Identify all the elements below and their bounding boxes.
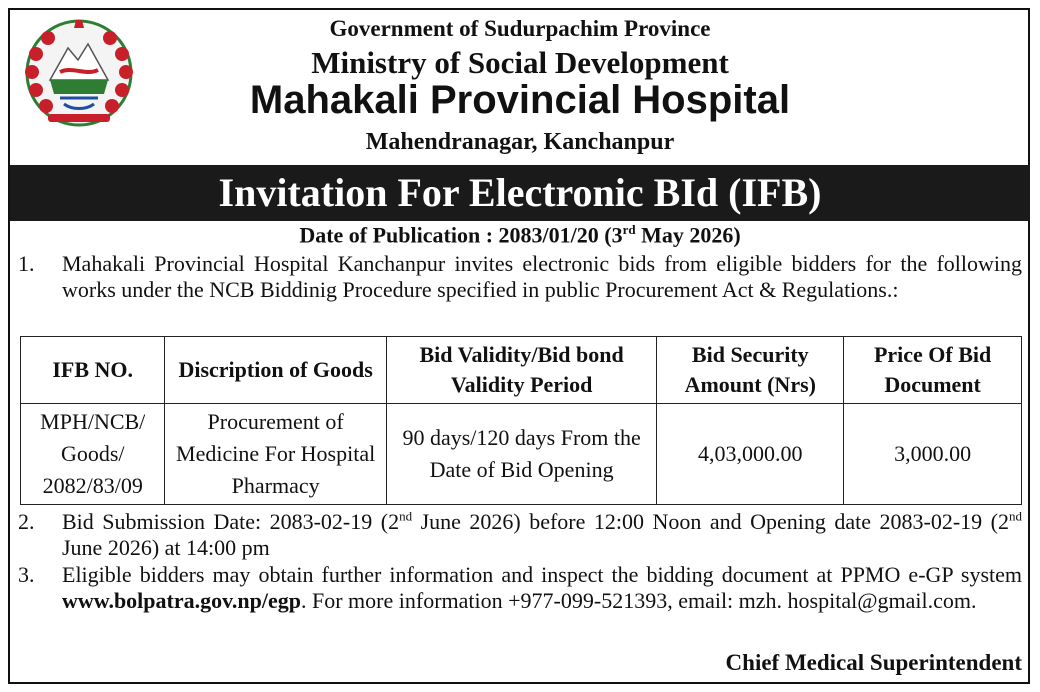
table-cell: Procurement of Medicine For Hospital Pharmacy: [165, 404, 386, 505]
clause-2: [18, 509, 1022, 561]
ifb-banner: Invitation For Electronic BId (IFB): [10, 165, 1030, 221]
clause-1: [18, 251, 1022, 303]
col-header: Bid Validity/Bid bond Validity Period: [386, 337, 657, 404]
table-header-row: [21, 337, 1022, 404]
clause-number: 1.: [18, 251, 35, 276]
signature-title: Chief Medical Superintendent: [725, 650, 1022, 675]
hospital-title: Mahakali Provincial Hospital: [249, 78, 791, 122]
table-row: [21, 404, 1022, 505]
bid-table: [20, 336, 1022, 505]
table-cell: MPH/NCB/ Goods/ 2082/83/09: [21, 404, 165, 505]
clause-text: Bid Submission Date: 2083-02-19 (2nd June 2026) before 12:00 Noon and Opening date 2083-02-19 (2nd June 2026) at 14:00 pm: [62, 508, 1022, 560]
col-header: Price Of Bid Document: [844, 337, 1022, 404]
egp-link[interactable]: www.bolpatra.gov.np/egp: [62, 588, 301, 613]
col-header: IFB NO.: [21, 337, 165, 404]
clause-number: 3.: [18, 562, 35, 587]
col-header: Discription of Goods: [165, 337, 386, 404]
col-header: Bid Security Amount (Nrs): [657, 337, 844, 404]
clause-3: [18, 562, 1022, 614]
clause-text: Mahakali Provincial Hospital Kanchanpur invites electronic bids from eligible bidders for the following works under the NCB Biddinig Procedure specified in public Procurement Act & Regulations.:: [62, 251, 1022, 302]
ministry-title: Ministry of Social Development: [311, 45, 729, 80]
publication-date: Date of Publication : 2083/01/20 (3rd May 2026): [299, 222, 741, 248]
government-title: Government of Sudurpachim Province: [329, 16, 711, 41]
table-cell: 3,000.00: [844, 404, 1022, 505]
clause-number: 2.: [18, 509, 35, 534]
table-cell: 4,03,000.00: [657, 404, 844, 505]
hospital-location: Mahendranagar, Kanchanpur: [365, 129, 675, 155]
clause-text: Eligible bidders may obtain further information and inspect the bidding document at PPMO e-GP system www.bolpatra.gov.np/egp. For more information +977-099-521393, email: mzh. hospital@gmail.com.: [62, 562, 1022, 613]
table-cell: 90 days/120 days From the Date of Bid Opening: [386, 404, 657, 505]
